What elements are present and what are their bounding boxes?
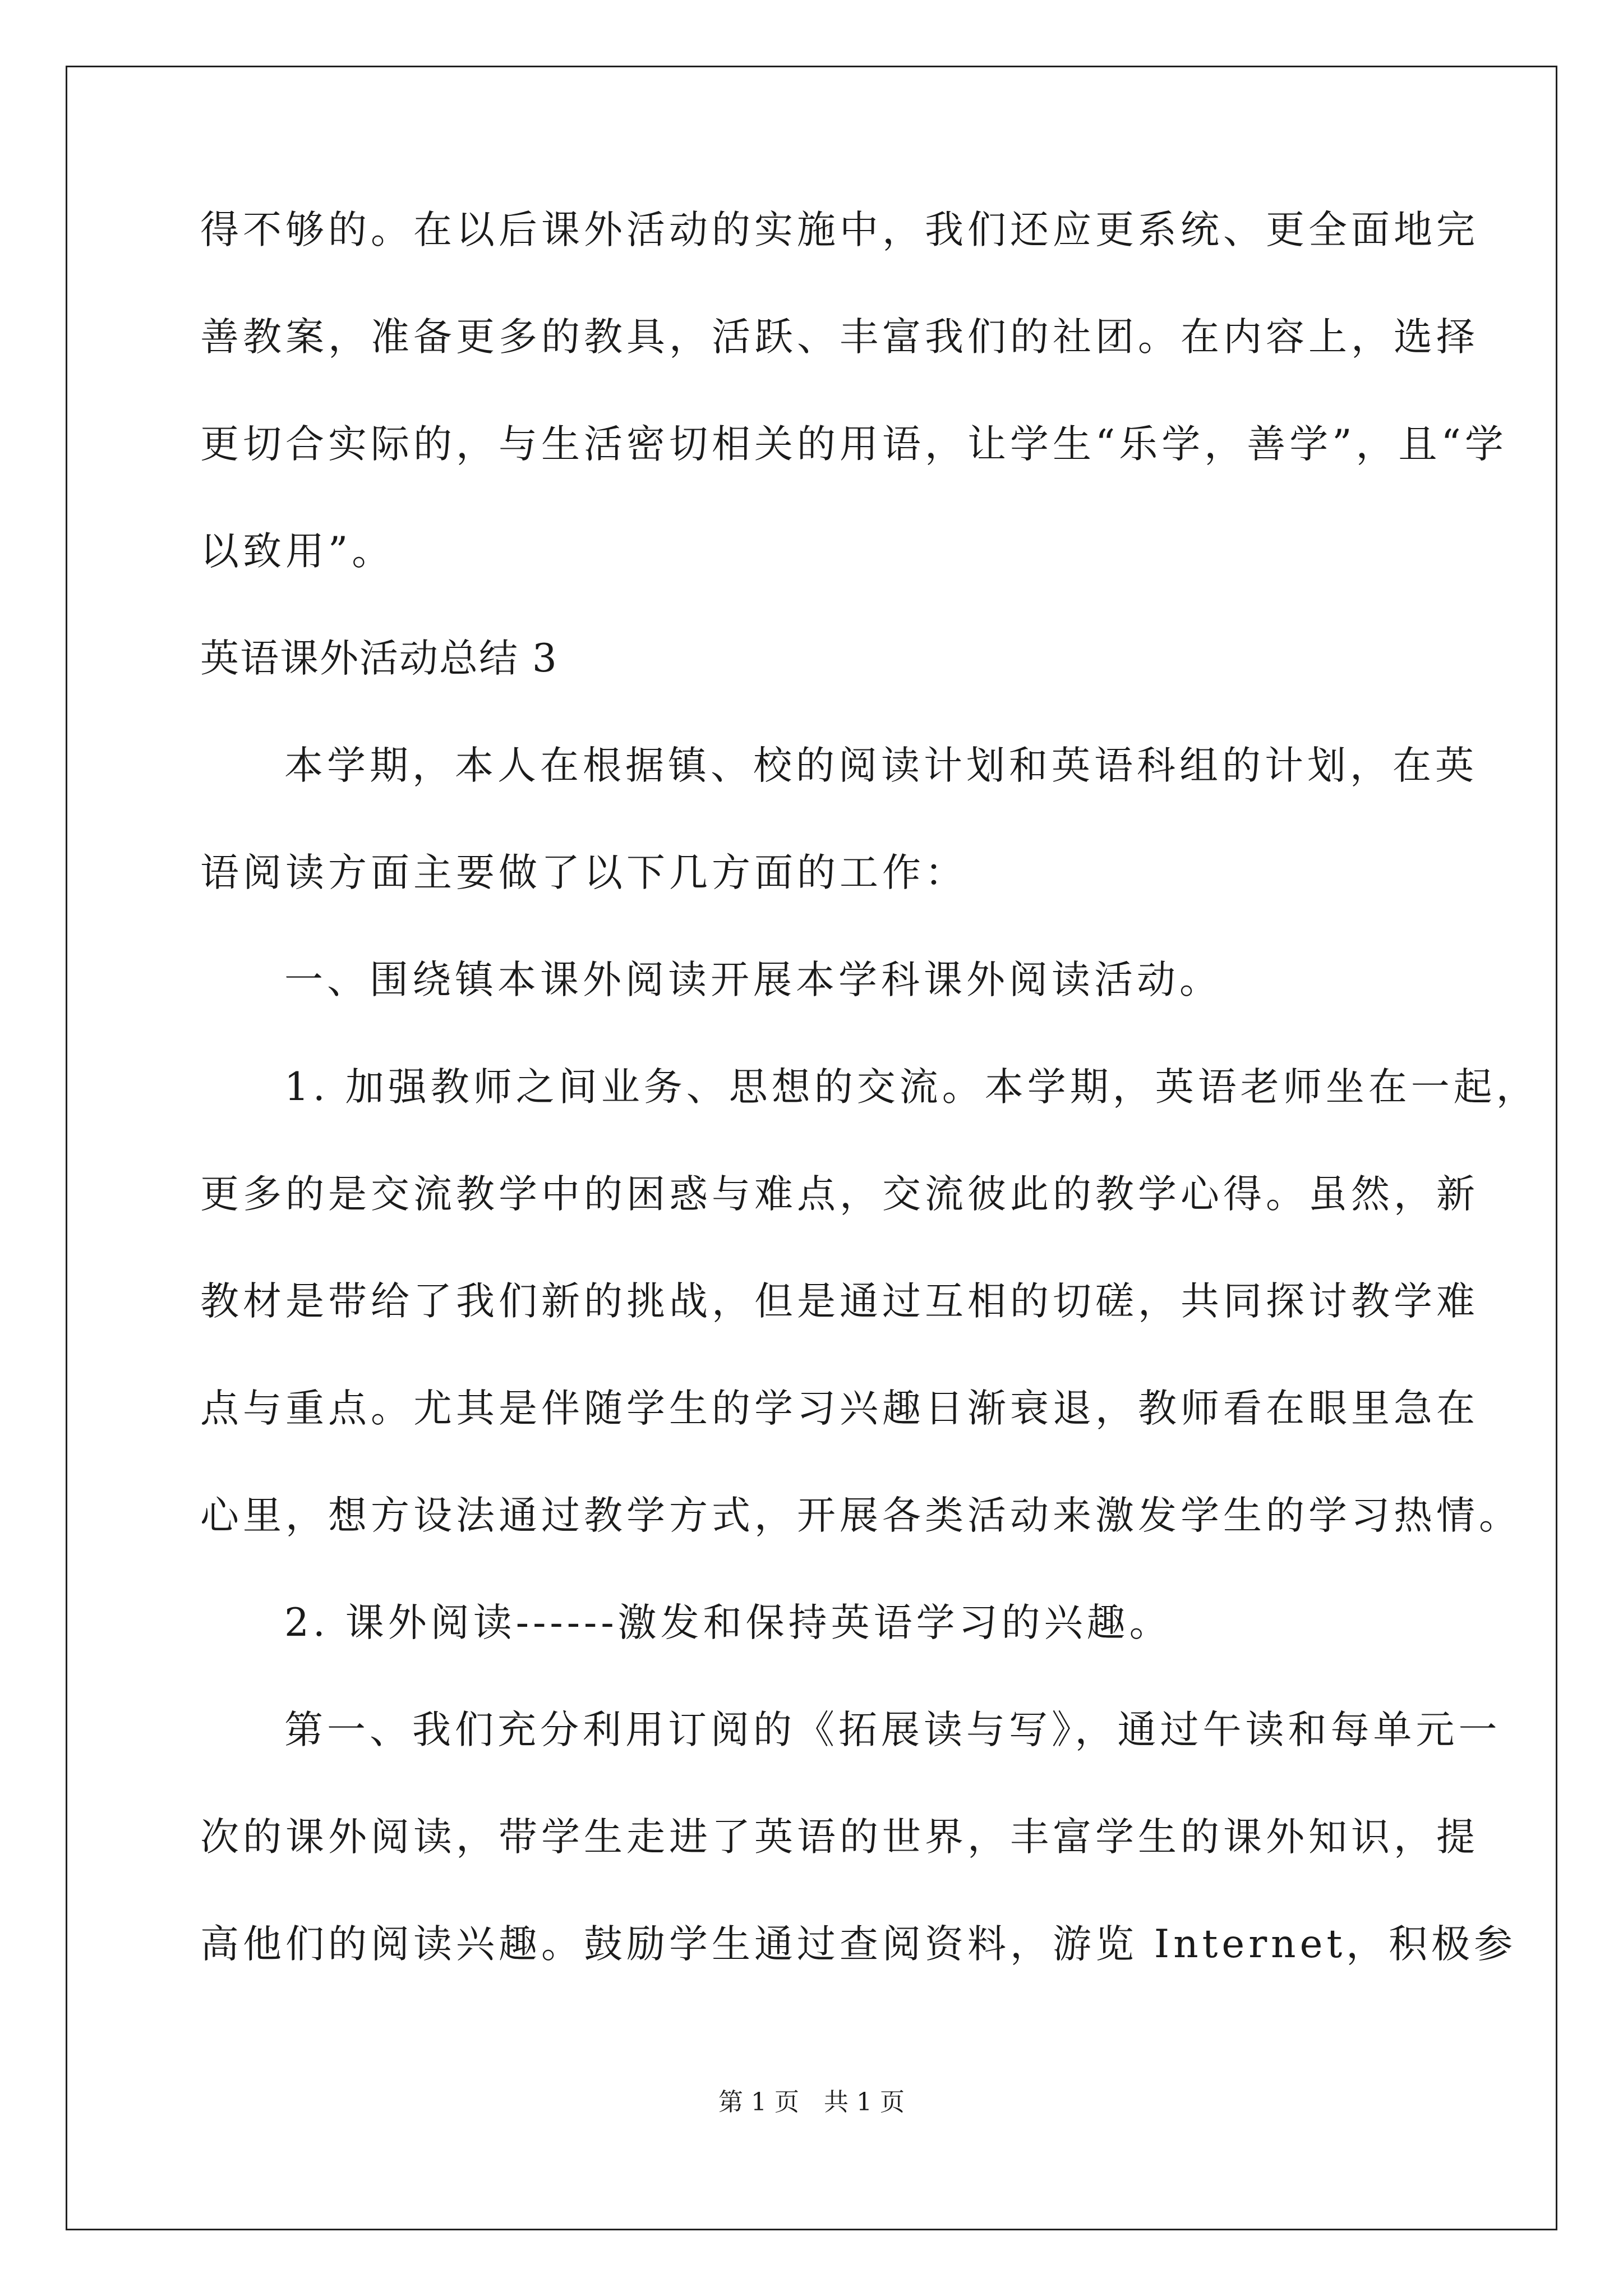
text-line: 更多的是交流教学中的困惑与难点，交流彼此的教学心得。虽然，新 <box>200 1172 1479 1217</box>
page-border <box>66 66 1557 2230</box>
text-line: 点与重点。尤其是伴随学生的学习兴趣日渐衰退，教师看在眼里急在 <box>200 1386 1479 1431</box>
text-line: 得不够的。在以后课外活动的实施中，我们还应更系统、更全面地完 <box>200 208 1479 252</box>
text-line: 更切合实际的，与生活密切相关的用语，让学生“乐学，善学”，且“学 <box>200 422 1507 467</box>
text-line: 教材是带给了我们新的挑战，但是通过互相的切磋，共同探讨教学难 <box>200 1279 1479 1324</box>
text-line: 语阅读方面主要做了以下几方面的工作： <box>200 850 967 895</box>
text-line: 次的课外阅读，带学生走进了英语的世界，丰富学生的课外知识，提 <box>200 1815 1479 1860</box>
text-line: 本学期，本人在根据镇、校的阅读计划和英语科组的计划，在英 <box>284 743 1478 788</box>
text-line: 1. 加强教师之间业务、思想的交流。本学期，英语老师坐在一起， <box>284 1065 1539 1110</box>
text-line: 2. 课外阅读------激发和保持英语学习的兴趣。 <box>284 1600 1172 1645</box>
text-line: 以致用”。 <box>200 529 395 574</box>
section-heading: 英语课外活动总结 3 <box>200 636 558 681</box>
page-footer: 第 1 页 共 1 页 <box>718 2088 905 2116</box>
text-line: 善教案，准备更多的教具，活跃、丰富我们的社团。在内容上，选择 <box>200 315 1479 360</box>
text-line: 高他们的阅读兴趣。鼓励学生通过查阅资料，游览 Internet，积极参 <box>200 1922 1517 1967</box>
text-line: 第一、我们充分利用订阅的《拓展读与写》，通过午读和每单元一 <box>284 1708 1501 1752</box>
text-line: 一、围绕镇本课外阅读开展本学科课外阅读活动。 <box>284 958 1222 1002</box>
text-line: 心里，想方设法通过教学方式，开展各类活动来激发学生的学习热情。 <box>200 1493 1521 1538</box>
